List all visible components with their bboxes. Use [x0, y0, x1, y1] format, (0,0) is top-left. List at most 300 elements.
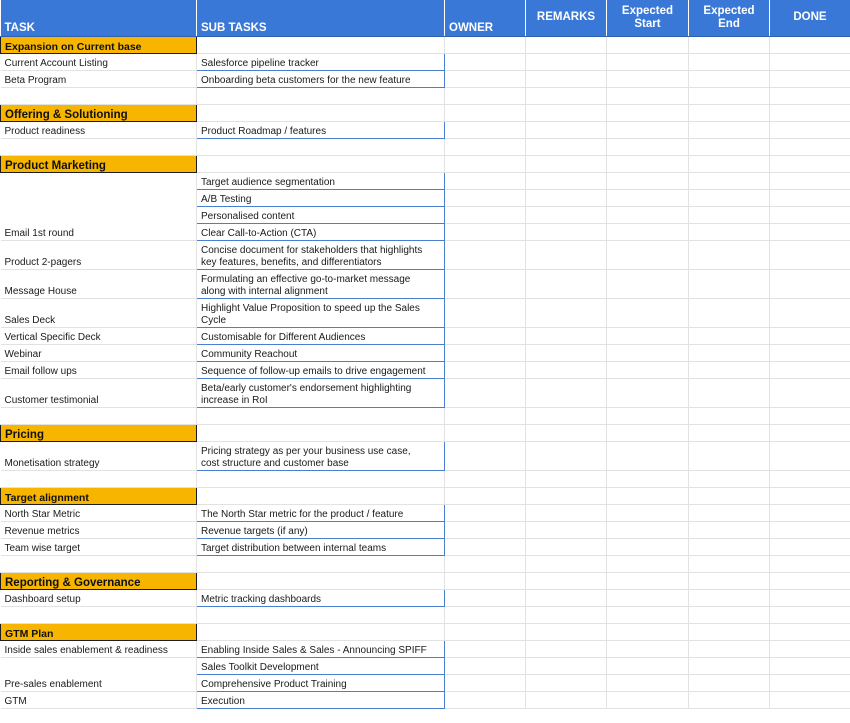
remarks-cell[interactable]: [526, 269, 607, 298]
header-sub-tasks[interactable]: SUB TASKS: [197, 0, 445, 36]
owner-cell[interactable]: [445, 240, 526, 269]
cell[interactable]: [770, 555, 850, 572]
section-product-marketing[interactable]: Product Marketing: [1, 155, 197, 172]
subtask-cell[interactable]: Salesforce pipeline tracker: [197, 53, 445, 70]
remarks-cell[interactable]: [526, 504, 607, 521]
start-cell[interactable]: [607, 674, 689, 691]
cell[interactable]: [445, 623, 526, 640]
remarks-cell[interactable]: [526, 121, 607, 138]
remarks-cell[interactable]: [526, 521, 607, 538]
cell[interactable]: [197, 555, 445, 572]
cell[interactable]: [526, 606, 607, 623]
start-cell[interactable]: [607, 378, 689, 407]
remarks-cell[interactable]: [526, 361, 607, 378]
start-cell[interactable]: [607, 361, 689, 378]
done-cell[interactable]: [770, 674, 850, 691]
cell[interactable]: [689, 87, 770, 104]
remarks-cell[interactable]: [526, 674, 607, 691]
cell[interactable]: [445, 104, 526, 121]
subtask-cell[interactable]: Execution: [197, 691, 445, 708]
owner-cell[interactable]: [445, 70, 526, 87]
subtask-line: along with internal alignment: [201, 285, 328, 297]
table-row: [1, 657, 850, 674]
start-cell[interactable]: [607, 206, 689, 223]
subtask-cell[interactable]: Sales Toolkit Development: [197, 657, 445, 674]
table-row: [1, 589, 850, 606]
task-cell[interactable]: Email 1st round: [1, 172, 197, 240]
owner-cell[interactable]: [445, 640, 526, 657]
subtask-cell[interactable]: Metric tracking dashboards: [197, 589, 445, 606]
cell[interactable]: [607, 155, 689, 172]
cell[interactable]: [607, 104, 689, 121]
header-expected-start-line2: Start: [634, 17, 661, 30]
cell[interactable]: [526, 104, 607, 121]
subtask-cell[interactable]: A/B Testing: [197, 189, 445, 206]
remarks-cell[interactable]: [526, 206, 607, 223]
done-cell[interactable]: [770, 361, 850, 378]
done-cell[interactable]: [770, 504, 850, 521]
done-cell[interactable]: [770, 344, 850, 361]
cell[interactable]: [197, 36, 445, 53]
end-cell[interactable]: [689, 121, 770, 138]
cell[interactable]: [526, 487, 607, 504]
cell[interactable]: [197, 155, 445, 172]
end-cell[interactable]: [689, 657, 770, 674]
done-cell[interactable]: [770, 378, 850, 407]
cell[interactable]: [197, 470, 445, 487]
done-cell[interactable]: [770, 53, 850, 70]
table-row: [1, 538, 850, 555]
start-cell[interactable]: [607, 521, 689, 538]
owner-cell[interactable]: [445, 691, 526, 708]
owner-cell[interactable]: [445, 344, 526, 361]
owner-cell[interactable]: [445, 674, 526, 691]
subtask-line: Formulating an effective go-to-market message: [201, 273, 411, 285]
cell[interactable]: [607, 555, 689, 572]
task-cell[interactable]: Message House: [1, 269, 197, 298]
start-cell[interactable]: [607, 538, 689, 555]
cell[interactable]: [526, 138, 607, 155]
owner-cell[interactable]: [445, 206, 526, 223]
owner-cell[interactable]: [445, 298, 526, 327]
task-cell[interactable]: Current Account Listing: [1, 53, 197, 70]
start-cell[interactable]: [607, 172, 689, 189]
start-cell[interactable]: [607, 504, 689, 521]
section-target-alignment[interactable]: Target alignment: [1, 487, 197, 504]
owner-cell[interactable]: [445, 521, 526, 538]
header-expected-start[interactable]: [607, 0, 689, 36]
subtask-cell[interactable]: [197, 298, 445, 327]
table-row: [1, 172, 850, 189]
section-row: [1, 487, 850, 504]
end-cell[interactable]: [689, 504, 770, 521]
done-cell[interactable]: [770, 70, 850, 87]
header-expected-end[interactable]: [689, 0, 770, 36]
remarks-cell[interactable]: [526, 53, 607, 70]
remarks-cell[interactable]: [526, 657, 607, 674]
header-task[interactable]: TASK: [1, 0, 197, 36]
task-cell[interactable]: Webinar: [1, 344, 197, 361]
section-row: [1, 104, 850, 121]
subtask-cell[interactable]: Revenue targets (if any): [197, 521, 445, 538]
cell[interactable]: [689, 572, 770, 589]
cell[interactable]: [445, 572, 526, 589]
subtask-line: Highlight Value Proposition to speed up the Sales: [201, 302, 420, 314]
subtask-line: cost structure and customer base: [201, 457, 349, 469]
table-row: [1, 298, 850, 327]
task-cell[interactable]: Product 2-pagers: [1, 240, 197, 269]
remarks-cell[interactable]: [526, 691, 607, 708]
cell[interactable]: [526, 572, 607, 589]
header-expected-end-line2: End: [718, 17, 740, 30]
owner-cell[interactable]: [445, 657, 526, 674]
end-cell[interactable]: [689, 691, 770, 708]
cell[interactable]: [689, 424, 770, 441]
section-offering[interactable]: Offering & Solutioning: [1, 104, 197, 121]
start-cell[interactable]: [607, 344, 689, 361]
cell[interactable]: [607, 36, 689, 53]
owner-cell[interactable]: [445, 327, 526, 344]
table-row: [1, 691, 850, 708]
done-cell[interactable]: [770, 298, 850, 327]
cell[interactable]: [607, 470, 689, 487]
cell[interactable]: [770, 104, 850, 121]
cell[interactable]: [445, 36, 526, 53]
end-cell[interactable]: [689, 589, 770, 606]
remarks-cell[interactable]: [526, 441, 607, 470]
cell[interactable]: [1, 407, 197, 424]
start-cell[interactable]: [607, 441, 689, 470]
start-cell[interactable]: [607, 189, 689, 206]
done-cell[interactable]: [770, 521, 850, 538]
cell[interactable]: [445, 155, 526, 172]
owner-cell[interactable]: [445, 378, 526, 407]
owner-cell[interactable]: [445, 53, 526, 70]
cell[interactable]: [445, 555, 526, 572]
table-row: [1, 640, 850, 657]
subtask-cell[interactable]: Enabling Inside Sales & Sales - Announcing SPIFF: [197, 640, 445, 657]
done-cell[interactable]: [770, 640, 850, 657]
cell[interactable]: [526, 407, 607, 424]
cell[interactable]: [1, 606, 197, 623]
done-cell[interactable]: [770, 327, 850, 344]
task-cell[interactable]: Pre-sales enablement: [1, 657, 197, 691]
remarks-cell[interactable]: [526, 189, 607, 206]
remarks-cell[interactable]: [526, 172, 607, 189]
cell[interactable]: [607, 606, 689, 623]
start-cell[interactable]: [607, 589, 689, 606]
task-cell[interactable]: Beta Program: [1, 70, 197, 87]
done-cell[interactable]: [770, 538, 850, 555]
subtask-cell[interactable]: Onboarding beta customers for the new feature: [197, 70, 445, 87]
start-cell[interactable]: [607, 269, 689, 298]
cell[interactable]: [526, 36, 607, 53]
cell[interactable]: [689, 36, 770, 53]
cell[interactable]: [197, 138, 445, 155]
cell[interactable]: [1, 470, 197, 487]
owner-cell[interactable]: [445, 538, 526, 555]
spacer-row: [1, 470, 850, 487]
subtask-cell[interactable]: Personalised content: [197, 206, 445, 223]
cell[interactable]: [770, 623, 850, 640]
section-row: [1, 572, 850, 589]
cell[interactable]: [197, 87, 445, 104]
task-cell[interactable]: Email follow ups: [1, 361, 197, 378]
cell[interactable]: [445, 606, 526, 623]
owner-cell[interactable]: [445, 121, 526, 138]
start-cell[interactable]: [607, 70, 689, 87]
cell[interactable]: [445, 487, 526, 504]
start-cell[interactable]: [607, 657, 689, 674]
cell[interactable]: [770, 138, 850, 155]
subtask-cell[interactable]: [197, 378, 445, 407]
end-cell[interactable]: [689, 70, 770, 87]
spacer-row: [1, 407, 850, 424]
subtask-cell[interactable]: Customisable for Different Audiences: [197, 327, 445, 344]
done-cell[interactable]: [770, 189, 850, 206]
cell[interactable]: [1, 555, 197, 572]
remarks-cell[interactable]: [526, 344, 607, 361]
cell[interactable]: [445, 407, 526, 424]
subtask-line: Cycle: [201, 314, 227, 326]
task-cell[interactable]: Inside sales enablement & readiness: [1, 640, 197, 657]
remarks-cell[interactable]: [526, 223, 607, 240]
subtask-line: Pricing strategy as per your business use case,: [201, 445, 411, 457]
cell[interactable]: [197, 407, 445, 424]
cell[interactable]: [445, 87, 526, 104]
end-cell[interactable]: [689, 240, 770, 269]
cell[interactable]: [689, 104, 770, 121]
header-expected-start-line1: Expected: [621, 4, 674, 17]
spacer-row: [1, 138, 850, 155]
task-cell[interactable]: Monetisation strategy: [1, 441, 197, 470]
owner-cell[interactable]: [445, 441, 526, 470]
done-cell[interactable]: [770, 657, 850, 674]
end-cell[interactable]: [689, 378, 770, 407]
table-row: [1, 441, 850, 470]
section-pricing[interactable]: Pricing: [1, 424, 197, 441]
header-expected-end-line1: Expected: [703, 4, 755, 17]
end-cell[interactable]: [689, 206, 770, 223]
cell[interactable]: [770, 87, 850, 104]
cell[interactable]: [607, 487, 689, 504]
section-reporting[interactable]: Reporting & Governance: [1, 572, 197, 589]
subtask-cell[interactable]: Comprehensive Product Training: [197, 674, 445, 691]
task-cell[interactable]: Vertical Specific Deck: [1, 327, 197, 344]
cell[interactable]: [689, 606, 770, 623]
cell[interactable]: [689, 138, 770, 155]
remarks-cell[interactable]: [526, 538, 607, 555]
task-cell[interactable]: Dashboard setup: [1, 589, 197, 606]
cell[interactable]: [770, 487, 850, 504]
owner-cell[interactable]: [445, 589, 526, 606]
subtask-cell[interactable]: [197, 240, 445, 269]
start-cell[interactable]: [607, 640, 689, 657]
subtask-line: key features, benefits, and differentiators: [201, 256, 382, 268]
section-row: [1, 623, 850, 640]
cell[interactable]: [770, 606, 850, 623]
section-expansion[interactable]: Expansion on Current base: [1, 36, 197, 53]
header-owner[interactable]: OWNER: [445, 0, 526, 36]
cell[interactable]: [197, 424, 445, 441]
remarks-cell[interactable]: [526, 378, 607, 407]
table-row: [1, 344, 850, 361]
done-cell[interactable]: [770, 269, 850, 298]
done-cell[interactable]: [770, 206, 850, 223]
end-cell[interactable]: [689, 53, 770, 70]
table-row: [1, 521, 850, 538]
start-cell[interactable]: [607, 327, 689, 344]
remarks-cell[interactable]: [526, 70, 607, 87]
section-gtm-plan[interactable]: GTM Plan: [1, 623, 197, 640]
spacer-row: [1, 555, 850, 572]
cell[interactable]: [607, 623, 689, 640]
table-row: [1, 269, 850, 298]
cell[interactable]: [607, 87, 689, 104]
remarks-cell[interactable]: [526, 327, 607, 344]
subtask-cell[interactable]: Target distribution between internal teams: [197, 538, 445, 555]
owner-cell[interactable]: [445, 361, 526, 378]
start-cell[interactable]: [607, 223, 689, 240]
subtask-line: increase in RoI: [201, 394, 268, 406]
subtask-line: Concise document for stakeholders that highlights: [201, 244, 423, 256]
table-row: [1, 121, 850, 138]
cell[interactable]: [770, 470, 850, 487]
done-cell[interactable]: [770, 223, 850, 240]
cell[interactable]: [607, 572, 689, 589]
cell[interactable]: [197, 623, 445, 640]
subtask-cell[interactable]: Clear Call-to-Action (CTA): [197, 223, 445, 240]
table-row: [1, 53, 850, 70]
cell[interactable]: [445, 138, 526, 155]
owner-cell[interactable]: [445, 189, 526, 206]
cell[interactable]: [526, 87, 607, 104]
task-cell[interactable]: Customer testimonial: [1, 378, 197, 407]
end-cell[interactable]: [689, 327, 770, 344]
task-cell[interactable]: Team wise target: [1, 538, 197, 555]
cell[interactable]: [526, 424, 607, 441]
spacer-row: [1, 606, 850, 623]
end-cell[interactable]: [689, 172, 770, 189]
done-cell[interactable]: [770, 240, 850, 269]
end-cell[interactable]: [689, 269, 770, 298]
section-row: [1, 424, 850, 441]
done-cell[interactable]: [770, 121, 850, 138]
cell[interactable]: [689, 487, 770, 504]
subtask-cell[interactable]: Product Roadmap / features: [197, 121, 445, 138]
end-cell[interactable]: [689, 538, 770, 555]
cell[interactable]: [526, 470, 607, 487]
cell[interactable]: [445, 424, 526, 441]
cell[interactable]: [770, 155, 850, 172]
owner-cell[interactable]: [445, 269, 526, 298]
cell[interactable]: [770, 424, 850, 441]
end-cell[interactable]: [689, 189, 770, 206]
subtask-cell[interactable]: The North Star metric for the product / feature: [197, 504, 445, 521]
cell[interactable]: [1, 138, 197, 155]
cell[interactable]: [197, 606, 445, 623]
owner-cell[interactable]: [445, 223, 526, 240]
header-done[interactable]: DONE: [770, 0, 850, 36]
task-cell[interactable]: Revenue metrics: [1, 521, 197, 538]
start-cell[interactable]: [607, 121, 689, 138]
table-row: [1, 327, 850, 344]
task-cell[interactable]: Sales Deck: [1, 298, 197, 327]
end-cell[interactable]: [689, 344, 770, 361]
start-cell[interactable]: [607, 240, 689, 269]
subtask-line: Beta/early customer's endorsement highlighting: [201, 382, 412, 394]
start-cell[interactable]: [607, 691, 689, 708]
subtask-cell[interactable]: Community Reachout: [197, 344, 445, 361]
cell[interactable]: [526, 623, 607, 640]
done-cell[interactable]: [770, 172, 850, 189]
cell[interactable]: [689, 623, 770, 640]
cell[interactable]: [607, 407, 689, 424]
task-cell[interactable]: GTM: [1, 691, 197, 708]
section-row: [1, 36, 850, 53]
cell[interactable]: [689, 155, 770, 172]
table-row: [1, 361, 850, 378]
cell[interactable]: [197, 487, 445, 504]
done-cell[interactable]: [770, 691, 850, 708]
table-row: [1, 378, 850, 407]
table-row: [1, 70, 850, 87]
start-cell[interactable]: [607, 53, 689, 70]
start-cell[interactable]: [607, 298, 689, 327]
table-row: [1, 504, 850, 521]
cell[interactable]: [689, 555, 770, 572]
end-cell[interactable]: [689, 674, 770, 691]
cell[interactable]: [197, 572, 445, 589]
cell[interactable]: [770, 36, 850, 53]
end-cell[interactable]: [689, 521, 770, 538]
cell[interactable]: [1, 87, 197, 104]
cell[interactable]: [526, 155, 607, 172]
subtask-cell[interactable]: [197, 269, 445, 298]
cell[interactable]: [770, 572, 850, 589]
remarks-cell[interactable]: [526, 640, 607, 657]
remarks-cell[interactable]: [526, 240, 607, 269]
remarks-cell[interactable]: [526, 589, 607, 606]
remarks-cell[interactable]: [526, 298, 607, 327]
task-cell[interactable]: Product readiness: [1, 121, 197, 138]
end-cell[interactable]: [689, 361, 770, 378]
done-cell[interactable]: [770, 441, 850, 470]
cell[interactable]: [607, 138, 689, 155]
task-cell[interactable]: North Star Metric: [1, 504, 197, 521]
end-cell[interactable]: [689, 298, 770, 327]
done-cell[interactable]: [770, 589, 850, 606]
header-remarks[interactable]: REMARKS: [526, 0, 607, 36]
cell[interactable]: [197, 104, 445, 121]
spacer-row: [1, 87, 850, 104]
end-cell[interactable]: [689, 640, 770, 657]
owner-cell[interactable]: [445, 504, 526, 521]
subtask-cell[interactable]: [197, 441, 445, 470]
cell[interactable]: [607, 424, 689, 441]
cell[interactable]: [689, 470, 770, 487]
owner-cell[interactable]: [445, 172, 526, 189]
cell[interactable]: [445, 470, 526, 487]
cell[interactable]: [770, 407, 850, 424]
header-row: [1, 0, 850, 36]
subtask-cell[interactable]: Sequence of follow-up emails to drive engagement: [197, 361, 445, 378]
cell[interactable]: [526, 555, 607, 572]
end-cell[interactable]: [689, 441, 770, 470]
subtask-cell[interactable]: Target audience segmentation: [197, 172, 445, 189]
cell[interactable]: [689, 407, 770, 424]
end-cell[interactable]: [689, 223, 770, 240]
